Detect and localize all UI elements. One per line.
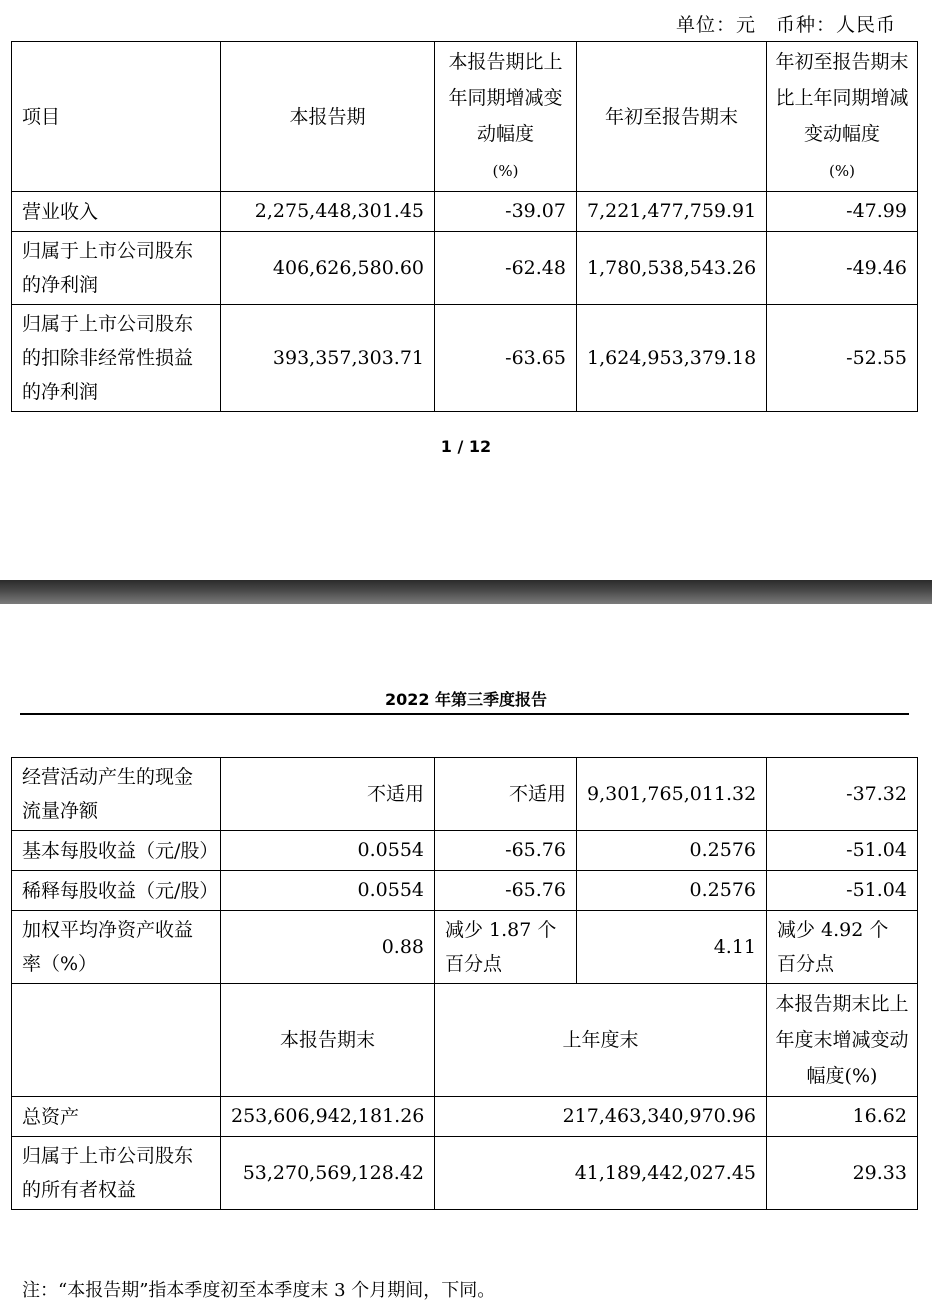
cell-last-year-end: 41,189,442,027.45 xyxy=(435,1137,767,1210)
header-last-year-end: 上年度末 xyxy=(435,984,767,1097)
cell-period: 0.0554 xyxy=(221,871,435,911)
header-period-end: 本报告期末 xyxy=(221,984,435,1097)
cell-ytd: 9,301,765,011.32 xyxy=(577,758,767,831)
cell-ytd-change: -37.32 xyxy=(767,758,918,831)
cell-ytd: 0.2576 xyxy=(577,831,767,871)
table-row xyxy=(12,232,918,305)
header-period-change xyxy=(435,42,577,192)
header-period-change-text: 本报告期比上年同期增减变动幅度 xyxy=(448,51,563,145)
report-title: 2022 年第三季度报告 xyxy=(384,690,548,709)
table-row xyxy=(12,1137,918,1210)
title-underline xyxy=(20,713,909,715)
cell-ytd-change: -51.04 xyxy=(767,831,918,871)
cell-period: 不适用 xyxy=(221,758,435,831)
cell-period-end: 253,606,942,181.26 xyxy=(221,1097,435,1137)
cell-period-change: -62.48 xyxy=(435,232,577,305)
header-period: 本报告期 xyxy=(221,42,435,192)
cell-last-year-end: 217,463,340,970.96 xyxy=(435,1097,767,1137)
table-row xyxy=(12,831,918,871)
balance-header-row xyxy=(12,984,918,1097)
cell-period-change: -65.76 xyxy=(435,871,577,911)
header-balance-change: 本报告期末比上年度末增减变动幅度(%) xyxy=(767,984,918,1097)
row-label: 加权平均净资产收益率（%） xyxy=(12,911,221,984)
cell-period-change: 不适用 xyxy=(435,758,577,831)
header-blank xyxy=(12,984,221,1097)
row-label: 归属于上市公司股东的净利润 xyxy=(12,232,221,305)
row-label: 基本每股收益（元/股） xyxy=(12,831,221,871)
row-label: 归属于上市公司股东的所有者权益 xyxy=(12,1137,221,1210)
cell-ytd: 1,780,538,543.26 xyxy=(577,232,767,305)
page-number: 1 / 12 xyxy=(440,437,492,456)
cell-ytd-change: -47.99 xyxy=(767,192,918,232)
table-row xyxy=(12,1097,918,1137)
cell-ytd-change: -49.46 xyxy=(767,232,918,305)
header-ytd: 年初至报告期末 xyxy=(577,42,767,192)
cell-ytd: 7,221,477,759.91 xyxy=(577,192,767,232)
header-period-change-unit: (%) xyxy=(492,162,519,180)
cell-ytd: 0.2576 xyxy=(577,871,767,911)
header-ytd-change-unit: (%) xyxy=(829,162,855,180)
table-row xyxy=(12,758,918,831)
key-financial-data-table xyxy=(11,41,918,412)
table-header-row xyxy=(12,42,918,192)
cell-period: 0.88 xyxy=(221,911,435,984)
cell-ytd-change: -52.55 xyxy=(767,305,918,412)
cell-period: 0.0554 xyxy=(221,831,435,871)
header-item: 项目 xyxy=(12,42,221,192)
cell-period-change: -39.07 xyxy=(435,192,577,232)
currency-unit-label: 单位：元 币种：人民币 xyxy=(675,14,896,36)
row-label: 总资产 xyxy=(12,1097,221,1137)
table-row xyxy=(12,192,918,232)
row-label: 稀释每股收益（元/股） xyxy=(12,871,221,911)
cell-ytd: 4.11 xyxy=(577,911,767,984)
cell-balance-change: 29.33 xyxy=(767,1137,918,1210)
cell-period-end: 53,270,569,128.42 xyxy=(221,1137,435,1210)
cell-period-change: -63.65 xyxy=(435,305,577,412)
page-break-divider xyxy=(0,580,932,604)
table-row xyxy=(12,305,918,412)
cell-period-change: -65.76 xyxy=(435,831,577,871)
header-ytd-change xyxy=(767,42,918,192)
header-ytd-change-text: 年初至报告期末比上年同期增减变动幅度 xyxy=(775,51,909,145)
row-label: 归属于上市公司股东的扣除非经常性损益的净利润 xyxy=(12,305,221,412)
cell-ytd-change: -51.04 xyxy=(767,871,918,911)
cell-ytd: 1,624,953,379.18 xyxy=(577,305,767,412)
cell-balance-change: 16.62 xyxy=(767,1097,918,1137)
row-label: 营业收入 xyxy=(12,192,221,232)
row-label: 经营活动产生的现金流量净额 xyxy=(12,758,221,831)
cell-ytd-change: 减少 4.92 个百分点 xyxy=(767,911,918,984)
table-row xyxy=(12,911,918,984)
cell-period-change: 减少 1.87 个百分点 xyxy=(435,911,577,984)
footnote: 注：“本报告期”指本季度初至本季度末 3 个月期间，下同。 xyxy=(22,1280,496,1301)
key-financial-data-table-continued xyxy=(11,757,918,1210)
cell-period: 406,626,580.60 xyxy=(221,232,435,305)
cell-period: 2,275,448,301.45 xyxy=(221,192,435,232)
table-row xyxy=(12,871,918,911)
cell-period: 393,357,303.71 xyxy=(221,305,435,412)
